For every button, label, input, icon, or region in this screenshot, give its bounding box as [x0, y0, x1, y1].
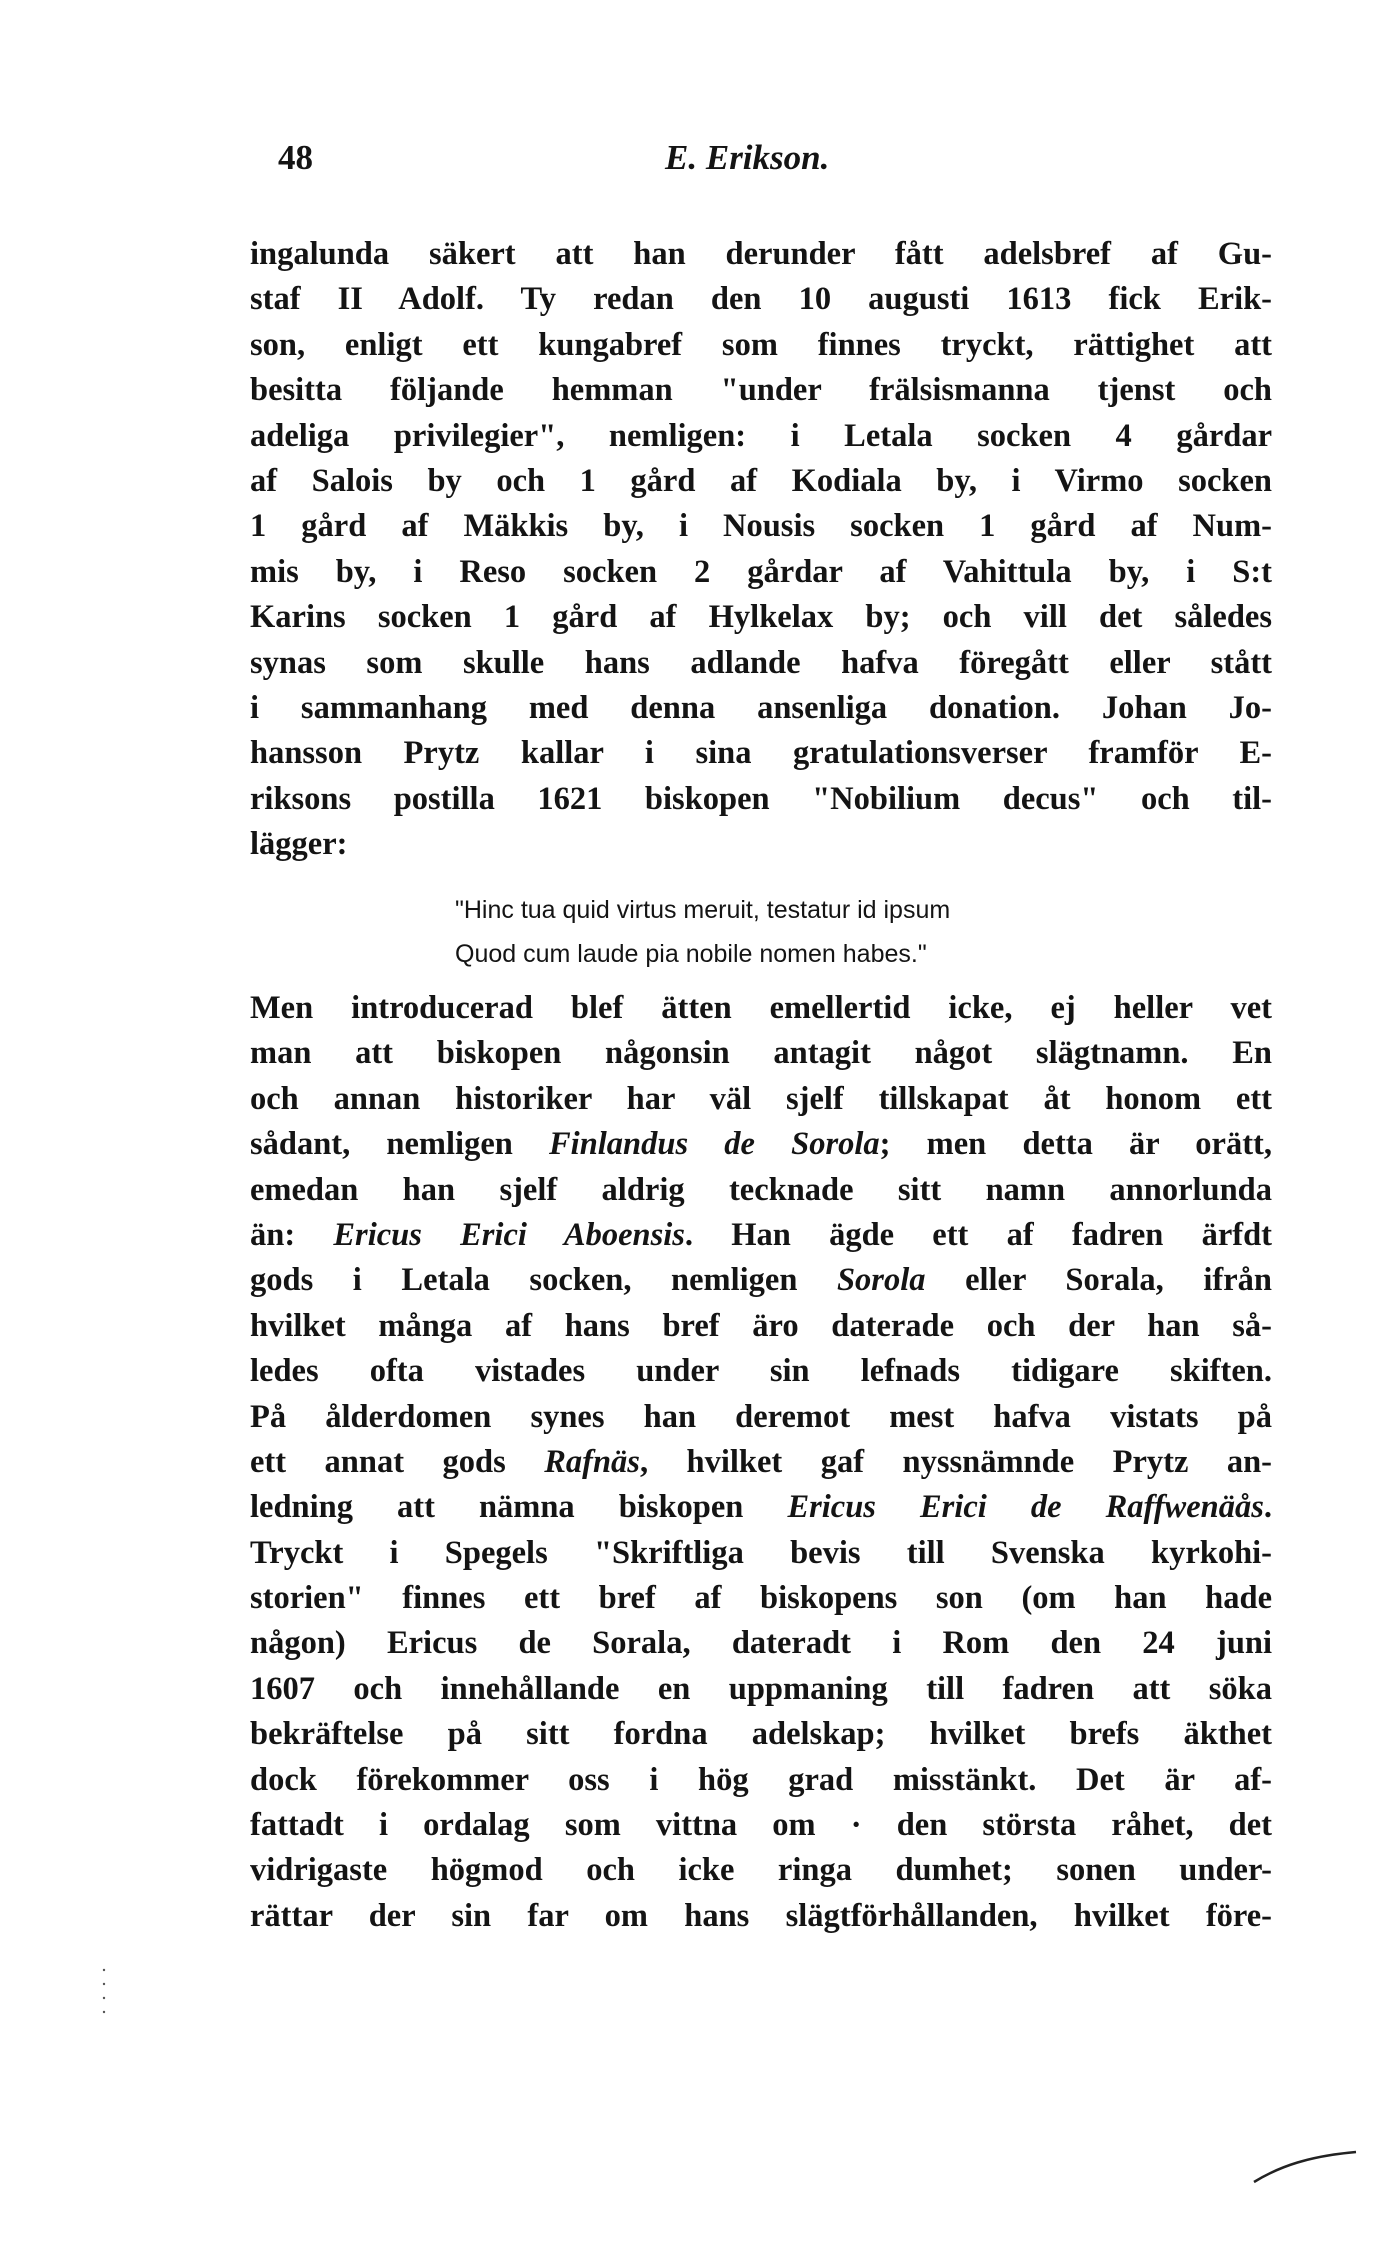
text-line [250, 1667, 1272, 1712]
text-segment: 1607 och innehållande en uppmaning till fadren att söka [250, 1670, 1272, 1707]
text-segment: eller Sorala, ifrån [925, 1262, 1272, 1299]
text-line: mis by, i Reso socken 2 gårdar af Vahittula by, i S:t [250, 553, 1272, 590]
text-line: riksons postilla 1621 biskopen "Nobilium decus" och til- [250, 780, 1272, 817]
text-segment: bekräftelse på sitt fordna adelskap; hvilket brefs äkthet [250, 1716, 1272, 1753]
text-line [250, 1349, 1272, 1394]
text-line: af Salois by och 1 gård af Kodiala by, i Virmo socken [250, 462, 1272, 499]
text-line [250, 1485, 1272, 1530]
text-line [250, 1258, 1272, 1303]
text-segment: Men introducerad blef ätten emellertid icke, ej heller vet [250, 990, 1272, 1026]
text-segment: ett annat gods [250, 1443, 545, 1480]
corner-stroke [1250, 2146, 1360, 2186]
paragraph-1 [250, 232, 1272, 867]
text-line [250, 1576, 1272, 1621]
text-segment: storien" finnes ett bref af biskopens son (om han hade [250, 1580, 1272, 1617]
text-line: 1 gård af Mäkkis by, i Nousis socken 1 gård af Num- [250, 508, 1272, 545]
text-segment: än: [250, 1216, 334, 1253]
text-segment: någon) Ericus de Sorala, dateradt i Rom den 24 juni [250, 1625, 1272, 1662]
text-segment: På ålderdomen synes han deremot mest hafva vistats på [250, 1398, 1272, 1435]
text-line [250, 1168, 1272, 1213]
text-segment: , hvilket gaf nyssnämnde Prytz an- [639, 1443, 1272, 1480]
text-line: synas som skulle hans adlande hafva föregått eller stått [250, 644, 1272, 681]
text-segment: gods i Letala socken, nemligen [250, 1262, 837, 1299]
text-line [250, 1758, 1272, 1803]
text-segment: man att biskopen någonsin antagit något slägtnamn. En [250, 1035, 1272, 1072]
text-line [250, 1894, 1272, 1939]
text-line [250, 1031, 1272, 1076]
text-line [250, 1440, 1272, 1485]
text-segment: vidrigaste högmod och icke ringa dumhet; sonen under- [250, 1852, 1272, 1889]
text-line [250, 986, 1272, 1031]
text-line [250, 1621, 1272, 1666]
text-line: hansson Prytz kallar i sina gratulationsverser framför E- [250, 735, 1272, 772]
text-segment: ledes ofta vistades under sin lefnads tidigare skiften. [250, 1353, 1272, 1390]
text-line [250, 1304, 1272, 1349]
italic-name: Ericus Erici de Raffwenäås [787, 1489, 1264, 1526]
text-segment: och annan historiker har väl sjelf tillskapat åt honom ett [250, 1080, 1272, 1117]
italic-name: Sorola [836, 1262, 926, 1299]
text-line [250, 1213, 1272, 1258]
verse-line: Quod cum laude pia nobile nomen habes." [455, 940, 927, 968]
text-line [250, 1803, 1272, 1848]
text-segment: sådant, nemligen [250, 1126, 549, 1163]
text-line: adeliga privilegier", nemligen: i Letala socken 4 gårdar [250, 417, 1272, 454]
text-segment: Tryckt i Spegels "Skriftliga bevis till Svenska kyrkohi- [250, 1534, 1272, 1571]
text-line: besitta följande hemman "under frälsismanna tjenst och [250, 372, 1272, 409]
text-line: i sammanhang med denna ansenliga donation. Johan Jo- [250, 689, 1272, 726]
text-line [250, 1395, 1272, 1440]
verse-quotation [455, 888, 1155, 976]
text-segment: ledning att nämna biskopen [250, 1489, 788, 1526]
text-line [250, 1848, 1272, 1893]
paragraph-2 [250, 986, 1272, 1939]
text-line: son, enligt ett kungabref som finnes tryckt, rättighet att [250, 326, 1272, 363]
text-line: lägger: [250, 826, 348, 863]
text-line: staf II Adolf. Ty redan den 10 augusti 1613 fick Erik- [250, 281, 1272, 318]
italic-name: Rafnäs [544, 1443, 640, 1480]
text-segment: dock förekommer oss i hög grad misstänkt. Det är af- [250, 1761, 1272, 1798]
text-segment: rättar der sin far om hans slägtförhållanden, hvilket före- [250, 1897, 1272, 1934]
text-segment: . Han ägde ett af fadren ärfdt [684, 1216, 1272, 1253]
text-segment: fattadt i ordalag som vittna om · den största råhet, det [250, 1807, 1272, 1844]
margin-dots [102, 1966, 106, 2026]
text-segment: . [1263, 1489, 1273, 1526]
text-line [250, 1122, 1272, 1167]
italic-name: Finlandus de Sorola [549, 1126, 880, 1163]
running-head: E. Erikson. [665, 138, 830, 177]
text-line: ingalunda säkert att han derunder fått adelsbref af Gu- [250, 236, 1272, 272]
text-line [250, 1531, 1272, 1576]
text-segment: hvilket många af hans bref äro daterade och der han så- [250, 1307, 1272, 1344]
page-header [270, 138, 1270, 198]
verse-line: "Hinc tua quid virtus meruit, testatur id ipsum [455, 896, 951, 924]
text-line [250, 1077, 1272, 1122]
page-number: 48 [278, 138, 313, 177]
text-segment: ; men detta är orätt, [879, 1126, 1272, 1163]
text-line [250, 1712, 1272, 1757]
text-segment: emedan han sjelf aldrig tecknade sitt namn annorlunda [250, 1171, 1272, 1208]
italic-name: Ericus Erici Aboensis [333, 1216, 685, 1253]
text-line: Karins socken 1 gård af Hylkelax by; och vill det således [250, 599, 1272, 636]
